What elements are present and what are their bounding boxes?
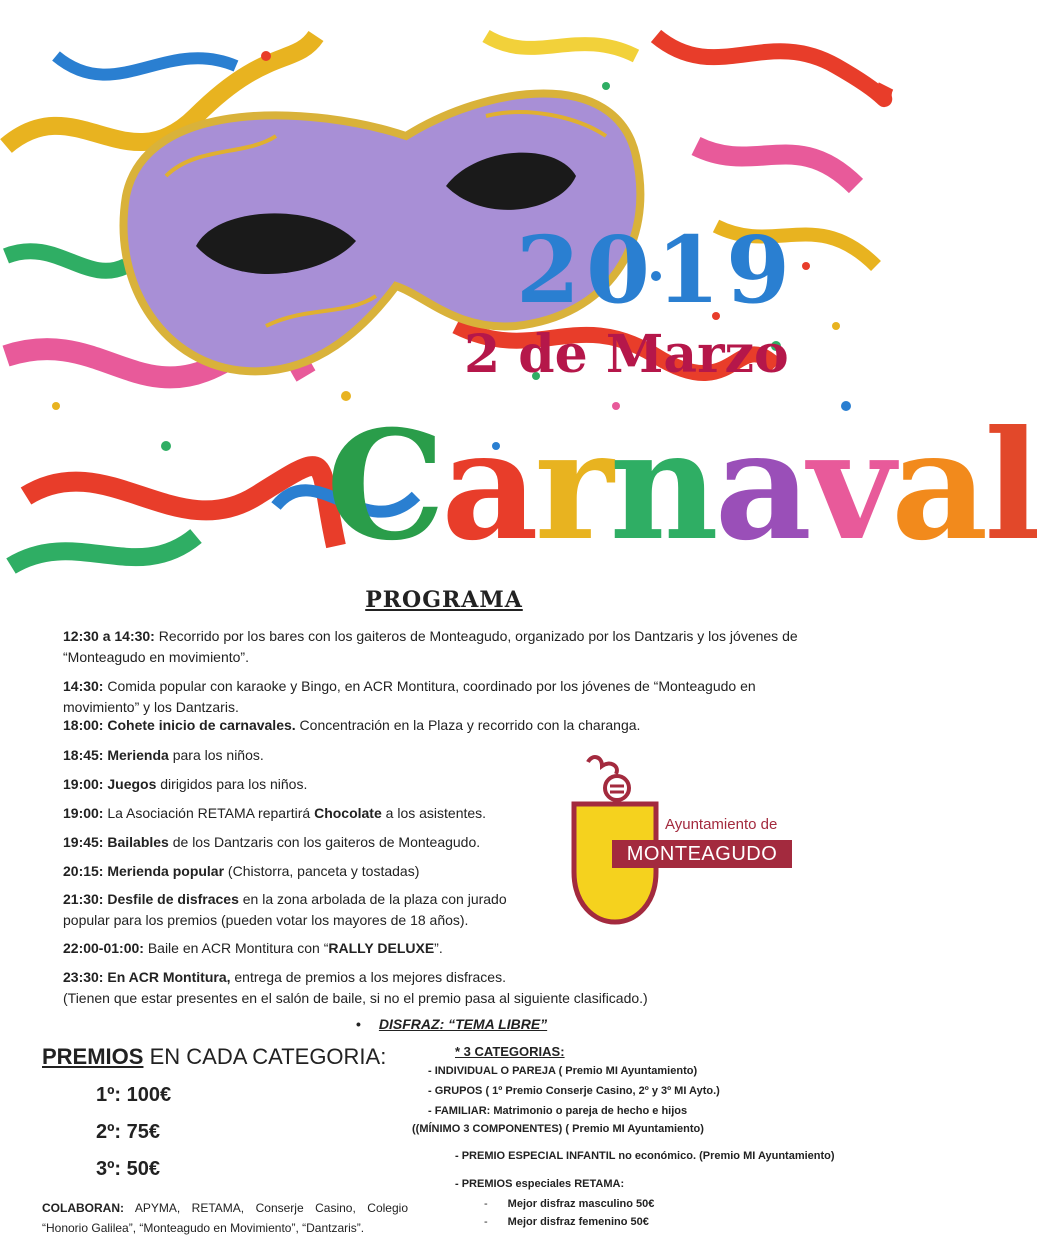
event-time: 22:00-01:00:	[63, 940, 144, 956]
event-time: 18:00:	[63, 717, 104, 733]
event-time: 23:30:	[63, 969, 104, 985]
event-time: 19:45:	[63, 834, 104, 850]
categoria-line: - PREMIOS especiales RETAMA:	[455, 1178, 625, 1190]
event-text: Recorrido por los bares con los gaiteros de Monteagudo, organizado por los Dantzaris y los jóvenes de “Monteagudo en movimiento”.	[63, 628, 798, 665]
event-item	[63, 938, 443, 959]
event-highlight: Desfile de disfraces	[103, 891, 239, 907]
event-highlight: En ACR Montitura,	[103, 969, 231, 985]
event-item	[63, 889, 553, 931]
premios-title	[42, 1044, 386, 1070]
disfraz-theme	[356, 1016, 547, 1032]
event-item	[63, 676, 833, 718]
hero-title-letter: a	[891, 398, 985, 574]
colaboran-label: COLABORAN:	[42, 1201, 124, 1215]
event-highlight: Cohete inicio de carnavales.	[103, 717, 296, 733]
event-text: ”.	[434, 940, 443, 956]
event-text: dirigidos para los niños.	[156, 776, 308, 792]
event-time: 19:00:	[63, 805, 104, 821]
event-item	[63, 626, 833, 668]
categoria-line: - FAMILIAR: Matrimonio o pareja de hecho e hijos	[428, 1105, 688, 1117]
categoria-line: - PREMIO ESPECIAL INFANTIL no económico. (Premio MI Ayuntamiento)	[455, 1150, 835, 1162]
event-item	[63, 774, 307, 795]
categorias-title: * 3 CATEGORIAS:	[455, 1044, 565, 1059]
event-text: de los Dantzaris con los gaiteros de Monteagudo.	[168, 834, 481, 850]
hero-title-letter: a	[714, 398, 808, 574]
hero-year	[516, 216, 796, 324]
colaboran-text: APYMA, RETAMA, Conserje Casino, Colegio “Honorio Galilea”, “Monteagudo en Movimiento”, “Dantzaris”.	[42, 1201, 408, 1235]
hero-date: 2 de Marzo	[464, 324, 789, 385]
event-time: 20:15:	[63, 863, 104, 879]
dash-icon: -	[484, 1216, 488, 1228]
hero-title-letter: C	[326, 398, 442, 574]
dash-icon: -	[484, 1198, 488, 1210]
event-time: 21:30:	[63, 891, 104, 907]
event-text: para los niños.	[168, 747, 264, 763]
event-item	[63, 745, 264, 766]
categoria-line: - GRUPOS ( 1º Premio Conserje Casino, 2º y 3º MI Ayto.)	[428, 1085, 720, 1097]
retama-prize-text: Mejor disfraz masculino 50€	[507, 1198, 655, 1210]
event-text: a los asistentes.	[381, 805, 487, 821]
event-time: 12:30 a 14:30:	[63, 628, 155, 644]
event-item	[63, 967, 506, 988]
prize-third: 3º: 50€	[96, 1158, 161, 1180]
event-highlight: Juegos	[103, 776, 157, 792]
hero-title-letter: v	[807, 398, 892, 574]
hero-title-letter: a	[441, 398, 535, 574]
hero-year-text: 2019	[516, 216, 797, 324]
hero-title-letter: n	[609, 398, 715, 574]
event-time: 19:00:	[63, 776, 104, 792]
premios-title-rest: EN CADA CATEGORIA:	[143, 1044, 387, 1069]
municipality-logo	[572, 752, 802, 927]
retama-prize-text: Mejor disfraz femenino 50€	[507, 1216, 649, 1228]
event-item	[63, 715, 843, 736]
event-text: (Chistorra, panceta y tostadas)	[224, 863, 420, 879]
premios-title-strong: PREMIOS	[42, 1044, 144, 1069]
event-highlight: Bailables	[103, 834, 169, 850]
logo-line-1: Ayuntamiento de	[665, 816, 778, 833]
event-highlight: Chocolate	[314, 805, 382, 821]
event-item	[63, 861, 419, 882]
logo-line-2: MONTEAGUDO	[612, 840, 792, 868]
event-note: (Tienen que estar presentes en el salón de baile, si no el premio pasa al siguiente clasificado.)	[63, 990, 648, 1006]
hero-title-letter: r	[534, 398, 610, 574]
categoria-line: - INDIVIDUAL O PAREJA ( Premio MI Ayuntamiento)	[428, 1065, 698, 1077]
event-text: Comida popular con karaoke y Bingo, en ACR Montitura, coordinado por los jóvenes de “Monteagudo en movimiento” y los Dantzaris.	[63, 678, 756, 715]
prize-first: 1º: 100€	[96, 1084, 172, 1106]
retama-prize	[484, 1216, 649, 1228]
colaboran	[42, 1198, 408, 1238]
event-highlight: RALLY DELUXE	[328, 940, 435, 956]
bullet-icon: •	[356, 1016, 361, 1032]
event-text: Baile en ACR Montitura con “	[143, 940, 329, 956]
hero-banner	[16, 26, 1037, 582]
hero-title	[326, 398, 1037, 574]
event-item	[63, 832, 480, 853]
prize-second: 2º: 75€	[96, 1121, 161, 1143]
disfraz-theme-text: DISFRAZ: “TEMA LIBRE”	[378, 1016, 548, 1032]
hero-title-letter: l	[984, 398, 1037, 574]
event-highlight: Merienda popular	[103, 863, 225, 879]
event-text: en la zona arbolada de la plaza con jurado popular para los premios (pueden votar los mayores de 18 años).	[63, 891, 507, 928]
event-time: 18:45:	[63, 747, 104, 763]
event-text: entrega de premios a los mejores disfraces.	[230, 969, 506, 985]
event-text: La Asociación RETAMA repartirá	[103, 805, 315, 821]
event-item	[63, 803, 486, 824]
retama-prize	[484, 1198, 654, 1210]
event-text: Concentración en la Plaza y recorrido con la charanga.	[295, 717, 641, 733]
programa-title: PROGRAMA	[365, 587, 523, 613]
event-time: 14:30:	[63, 678, 104, 694]
event-highlight: Merienda	[103, 747, 169, 763]
categoria-line: ((MÍNIMO 3 COMPONENTES) ( Premio MI Ayuntamiento)	[412, 1123, 704, 1135]
